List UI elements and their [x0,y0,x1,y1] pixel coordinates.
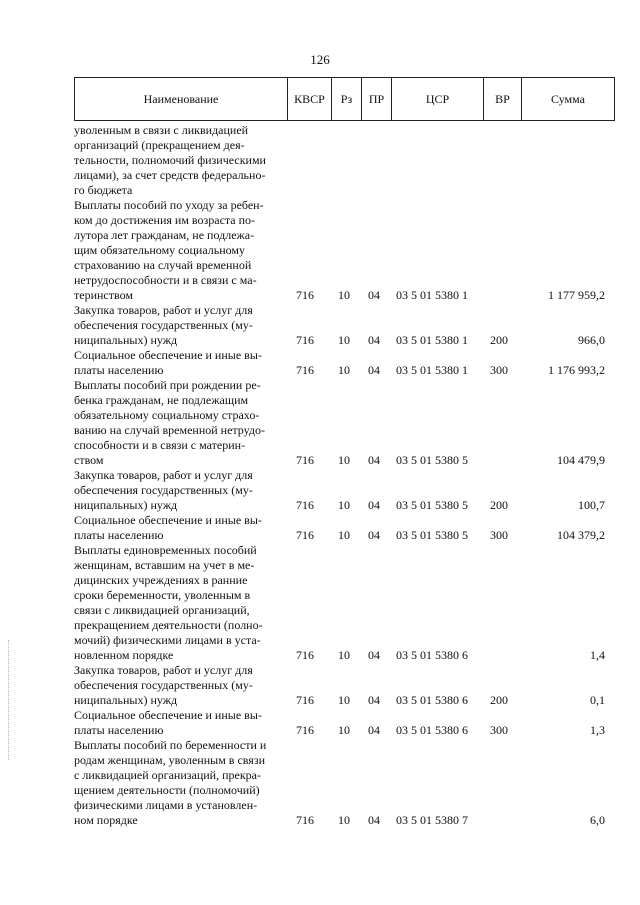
cell-pr: 04 [368,528,380,542]
cell-csr: 03 5 01 5380 6 [396,723,468,737]
cell-pr: 04 [368,648,380,662]
row-name-line: обеспечения государственных (му- [74,318,253,332]
margin-mark [8,640,9,760]
page-number: 126 [310,52,330,67]
cell-csr: 03 5 01 5380 5 [396,453,468,467]
cell-sum: 1,4 [590,648,605,662]
row-name [74,348,284,378]
row-name [74,708,284,738]
row-name-line: теринством [74,288,133,302]
cell-csr: 03 5 01 5380 1 [396,288,468,302]
cell-kvsr: 716 [296,813,314,827]
cell-vr: 200 [490,693,508,707]
table-row [74,303,615,348]
cell-rz: 10 [338,498,350,512]
cell-sum: 6,0 [590,813,605,827]
row-name-line: бенка гражданам, не подлежащим [74,393,249,407]
table-row [74,123,615,198]
cell-rz: 10 [338,693,350,707]
row-name-line: организаций (прекращением дея- [74,138,245,152]
table-row [74,468,615,513]
budget-table [74,77,615,827]
table-row [74,348,615,378]
cell-sum: 0,1 [590,693,605,707]
row-name-line: новленном порядке [74,648,174,662]
cell-sum: 1,3 [590,723,605,737]
row-name-line: уволенным в связи с ликвидацией [74,123,249,137]
row-name-line: Социальное обеспечение и иные вы- [74,708,262,722]
row-name-line: ком до достижения им возраста по- [74,213,256,227]
cell-kvsr: 716 [296,723,314,737]
row-name-line: Выплаты пособий по беременности и [74,738,267,752]
row-name-line: щим обязательному социальному [74,243,246,257]
cell-kvsr: 716 [296,648,314,662]
row-name-line: ниципальных) нужд [74,498,178,512]
row-name-line: платы населению [74,528,164,542]
cell-rz: 10 [338,528,350,542]
row-name [74,543,284,663]
cell-sum: 100,7 [578,498,605,512]
table-row [74,543,615,663]
header-pr: ПР [362,78,392,120]
cell-rz: 10 [338,813,350,827]
row-name-line: Закупка товаров, работ и услуг для [74,303,253,317]
row-name-line: Закупка товаров, работ и услуг для [74,663,253,677]
row-name-line: страхованию на случай временной [74,258,252,272]
row-name-line: женщинам, вставшим на учет в ме- [74,558,255,572]
header-rz: Рз [332,78,362,120]
row-name-line: обеспечения государственных (му- [74,483,253,497]
cell-csr: 03 5 01 5380 7 [396,813,468,827]
row-name [74,378,284,468]
row-name-line: прекращением деятельности (полно- [74,618,263,632]
cell-sum: 1 176 993,2 [548,363,605,377]
cell-rz: 10 [338,333,350,347]
table-row [74,738,615,828]
row-name-line: мочий) физическими лицами в уста- [74,633,261,647]
header-csr: ЦСР [392,78,484,120]
cell-csr: 03 5 01 5380 1 [396,333,468,347]
row-name-line: физическими лицами в установлен- [74,798,258,812]
row-name-line: Закупка товаров, работ и услуг для [74,468,253,482]
cell-vr: 300 [490,528,508,542]
cell-rz: 10 [338,288,350,302]
row-name-line: обеспечения государственных (му- [74,678,253,692]
cell-kvsr: 716 [296,528,314,542]
row-name-line: ниципальных) нужд [74,333,178,347]
row-name-line: ванию на случай временной нетрудо- [74,423,265,437]
cell-csr: 03 5 01 5380 5 [396,528,468,542]
header-sum: Сумма [551,92,585,106]
cell-rz: 10 [338,453,350,467]
row-name-line: го бюджета [74,183,133,197]
table-row [74,663,615,708]
row-name [74,663,284,708]
row-name-line: сроки беременности, уволенным в [74,588,251,602]
row-name-line: Социальное обеспечение и иные вы- [74,348,262,362]
cell-pr: 04 [368,693,380,707]
table-row [74,513,615,543]
cell-sum: 966,0 [578,333,605,347]
row-name [74,198,284,303]
cell-csr: 03 5 01 5380 6 [396,693,468,707]
row-name-line: дицинских учреждениях в ранние [74,573,248,587]
cell-kvsr: 716 [296,288,314,302]
row-name [74,468,284,513]
cell-sum: 104 479,9 [557,453,605,467]
header-name: Наименование [75,78,288,120]
row-name-line: Выплаты пособий по уходу за ребен- [74,198,264,212]
row-name-line: нетрудоспособности и в связи с ма- [74,273,257,287]
cell-kvsr: 716 [296,498,314,512]
header-vr: ВР [484,78,522,120]
row-name-line: родам женщинам, уволенным в связи [74,753,265,767]
row-name-line: лицами), за счет средств федерально- [74,168,266,182]
cell-pr: 04 [368,723,380,737]
row-name [74,738,284,828]
row-name-line: тельности, полномочий физическими [74,153,266,167]
row-name [74,303,284,348]
table-row [74,708,615,738]
cell-sum: 104 379,2 [557,528,605,542]
cell-pr: 04 [368,498,380,512]
cell-kvsr: 716 [296,363,314,377]
row-name-line: ном порядке [74,813,138,827]
row-name-line: щением деятельности (полномочий) [74,783,260,797]
table-header [74,77,615,121]
cell-vr: 300 [490,723,508,737]
cell-pr: 04 [368,453,380,467]
cell-csr: 03 5 01 5380 1 [396,363,468,377]
cell-rz: 10 [338,363,350,377]
row-name-line: ниципальных) нужд [74,693,178,707]
row-name [74,123,284,198]
row-name-line: обязательному социальному страхо- [74,408,260,422]
row-name-line: Выплаты пособий при рождении ре- [74,378,261,392]
row-name-line: Выплаты единовременных пособий [74,543,257,557]
row-name-line: ством [74,453,104,467]
row-name-line: платы населению [74,363,164,377]
cell-sum: 1 177 959,2 [548,288,605,302]
cell-vr: 300 [490,363,508,377]
cell-kvsr: 716 [296,453,314,467]
cell-pr: 04 [368,333,380,347]
row-name-line: с ликвидацией организаций, прекра- [74,768,262,782]
cell-pr: 04 [368,288,380,302]
cell-rz: 10 [338,723,350,737]
cell-csr: 03 5 01 5380 6 [396,648,468,662]
row-name-line: лутора лет гражданам, не подлежа- [74,228,255,242]
row-name-line: платы населению [74,723,164,737]
cell-vr: 200 [490,333,508,347]
cell-pr: 04 [368,363,380,377]
header-kvsr: КВСР [288,78,332,120]
table-row [74,198,615,303]
cell-pr: 04 [368,813,380,827]
row-name-line: способности и в связи с материн- [74,438,246,452]
cell-kvsr: 716 [296,333,314,347]
row-name-line: Социальное обеспечение и иные вы- [74,513,262,527]
table-row [74,378,615,468]
cell-vr: 200 [490,498,508,512]
cell-rz: 10 [338,648,350,662]
row-name-line: связи с ликвидацией организаций, [74,603,250,617]
cell-csr: 03 5 01 5380 5 [396,498,468,512]
row-name [74,513,284,543]
cell-kvsr: 716 [296,693,314,707]
